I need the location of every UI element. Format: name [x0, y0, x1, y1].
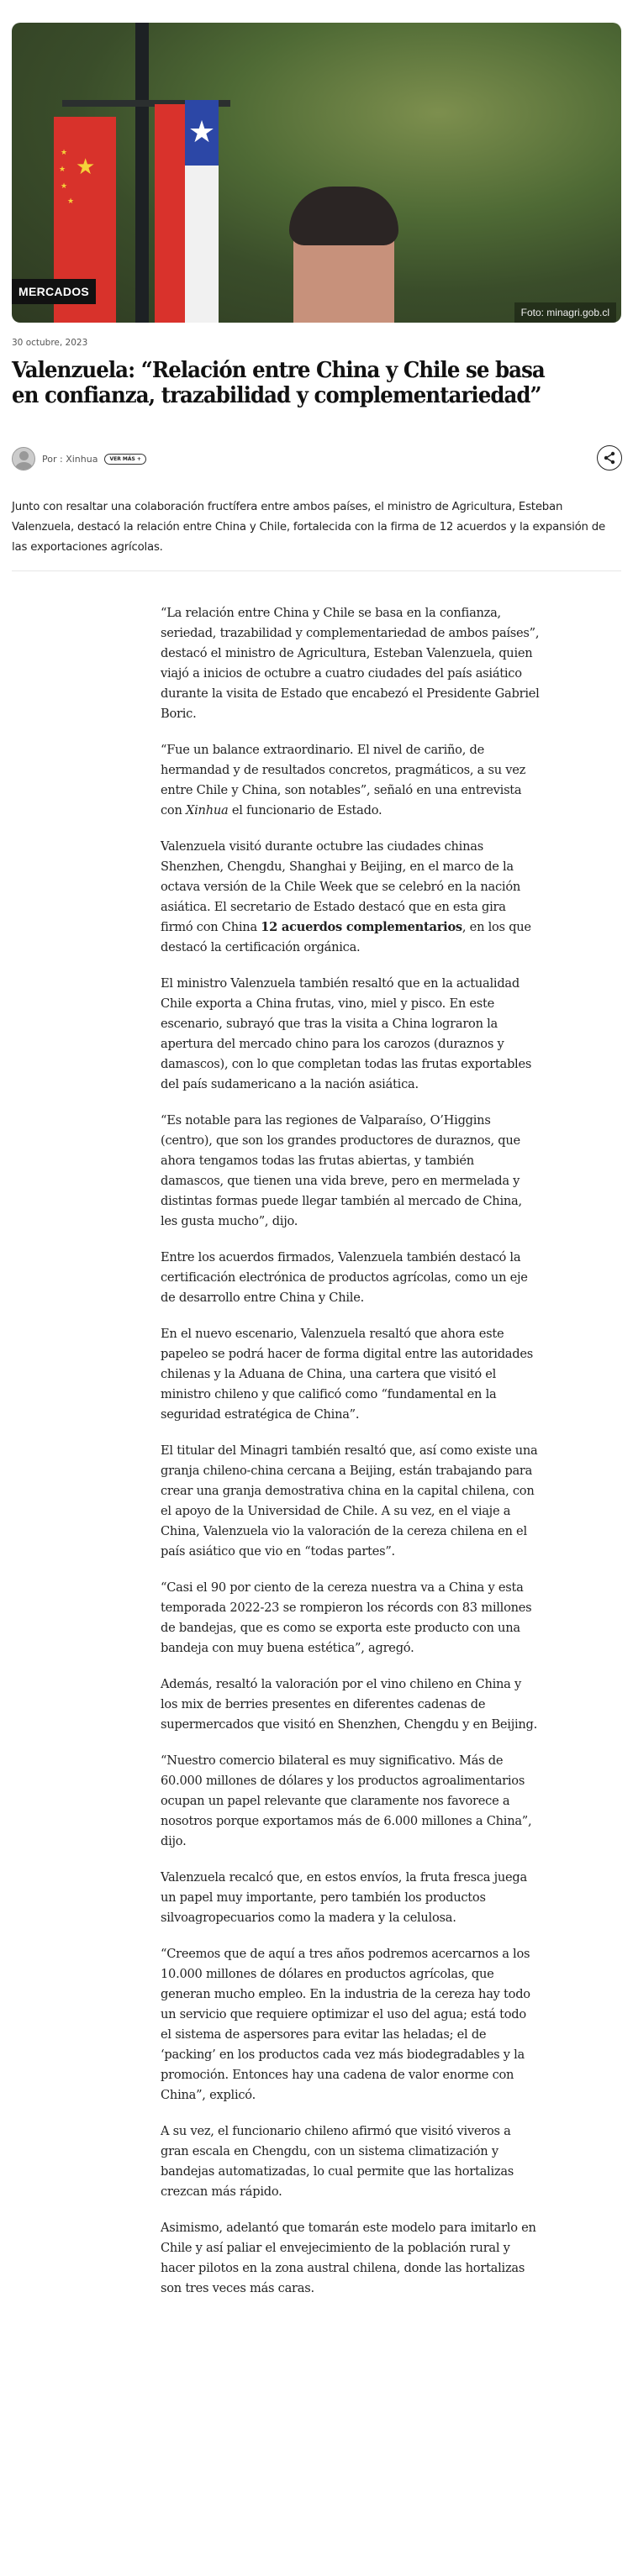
paragraph: A su vez, el funcionario chileno afirmó que visitó viveros a gran escala en Chengdu, con un sistema climatización y bandejas automatizadas, lo cual permite que las hortalizas crezcan más rápido.: [161, 2124, 514, 2199]
publish-date: 30 octubre, 2023: [12, 338, 88, 348]
paragraph: Entre los acuerdos firmados, Valenzuela también destacó la certificación electrónica de productos agrícolas, como un eje de desarrollo entre China y Chile.: [161, 1250, 528, 1305]
paragraph: “Casi el 90 por ciento de la cereza nuestra va a China y esta temporada 2022-23 se rompieron los récords con 83 millones de bandejas, que es como se exporta este producto con una bandeja con muy buena estética”, agregó.: [161, 1580, 532, 1655]
paragraph: El titular del Minagri también resaltó que, así como existe una granja chileno-china cercana a Beijing, están trabajando para crear una granja demostrativa china en la capital chilena, con el apoyo de la Universidad de Chile. A su vez, en el viaje a China, Valenzuela vio la valoración de la cereza chilena en el país asiático que vio en “todas partes”.: [161, 1443, 538, 1559]
flag-pole: [135, 23, 149, 323]
share-icon: [603, 451, 616, 465]
author-row: [12, 447, 146, 471]
avatar: [12, 447, 35, 471]
paragraph: “Fue un balance extraordinario. El nivel de cariño, de hermandad y de resultados concretos, pragmáticos, a su vez entre Chile y China, son notables”, señaló en una entrevista con Xinhua el funcionario de Estado.: [161, 743, 526, 817]
paragraph: Asimismo, adelantó que tomarán este modelo para imitarlo en Chile y así paliar el envejecimiento de la población rural y hacer pilotos en la zona austral chilena, donde las hortalizas son tres veces más caras.: [161, 2221, 536, 2295]
chile-flag: [155, 104, 185, 323]
article-title: Valenzuela: “Relación entre China y Chile se basa en confianza, trazabilidad y complementariedad”: [12, 358, 545, 408]
paragraph: En el nuevo escenario, Valenzuela resaltó que ahora este papeleo se podrá hacer de forma digital entre las autoridades chilenas y la Aduana de China, una cartera que visitó el ministro chileno y que calificó como “fundamental en la seguridad estratégica de China”.: [161, 1327, 533, 1422]
category-tag[interactable]: MERCADOS: [12, 279, 96, 304]
article-lead: Junto con resaltar una colaboración fructífera entre ambos países, el ministro de Agricultura, Esteban Valenzuela, destacó la relación entre China y Chile, fortalecida con la firma de 12 acuerdos y la expansión de las exportaciones agrícolas.: [12, 501, 605, 554]
paragraph: “Creemos que de aquí a tres años podremos acercarnos a los 10.000 millones de dólares en productos agrícolas, que generan mucho empleo. En la industria de la cereza hay todo un servicio que requiere optimizar el uso del agua; está todo el sistema de aspersores para evitar las heladas; el de ‘packing’ en los productos cada vez más biodegradables y la promoción. Entonces hay una cadena de valor enorme con China”, explicó.: [161, 1947, 530, 2102]
paragraph: Valenzuela recalcó que, en estos envíos, la fruta fresca juega un papel muy importante, pero también los productos silvoagropecuarios como la madera y la celulosa.: [161, 1870, 527, 1925]
share-button[interactable]: [597, 445, 622, 471]
bold-agreements: 12 acuerdos complementarios: [261, 920, 462, 934]
paragraph: El ministro Valenzuela también resaltó que en la actualidad Chile exporta a China frutas, vino, miel y pisco. En este escenario, subrayó que tras la visita a China lograron la apertura del mercado chino para los carozos (duraznos y damascos), con lo que completan todas las frutas exportables del país sudamericano a la nación asiática.: [161, 976, 532, 1091]
author-name[interactable]: Por : Xinhua: [42, 453, 98, 465]
paragraph: “Nuestro comercio bilateral es muy significativo. Más de 60.000 millones de dólares y los productos agroalimentarios ocupan un papel relevante que claramente nos favorece a nosotros porque exportamos más de 6.000 millones a China”, dijo.: [161, 1753, 532, 1848]
xinhua-italic: Xinhua: [186, 803, 229, 817]
hero-image: ★ ★ ★ ★ ★ ★ MERCADOS Foto: minagri.gob.cl: [12, 23, 621, 323]
paragraph: Además, resaltó la valoración por el vino chileno en China y los mix de berries presentes en diferentes cadenas de supermercados que visitó en Shenzhen, Chengdu y en Beijing.: [161, 1677, 538, 1732]
paragraph: “Es notable para las regiones de Valparaíso, O’Higgins (centro), que son los grandes productores de duraznos, que ahora tengamos todas las frutas abiertas, y también damascos, que tienen una vida breve, pero en mermelada y distintas formas puede llegar también al mercado de China, les gusta mucho”, dijo.: [161, 1113, 522, 1228]
china-flag: ★ ★ ★ ★ ★: [54, 117, 116, 323]
paragraph: Valenzuela visitó durante octubre las ciudades chinas Shenzhen, Chengdu, Shanghai y Beijing, en el marco de la octava versión de la Chile Week que se celebró en la nación asiática. El secretario de Estado destacó que en esta gira firmó con China 12 acuerdos complementarios, en los que destacó la certificación orgánica.: [161, 839, 531, 954]
photo-credit: Foto: minagri.gob.cl: [514, 302, 616, 323]
paragraph: “La relación entre China y Chile se basa en la confianza, seriedad, trazabilidad y complementariedad de ambos países”, destacó el ministro de Agricultura, Esteban Valenzuela, quien viajó a inicios de octubre a cuatro ciudades del país asiático durante la visita de Estado que encabezó el Presidente Gabriel Boric.: [161, 606, 540, 721]
article-body: [161, 603, 541, 2315]
divider: [12, 570, 621, 571]
ver-mas-button[interactable]: VER MÁS +: [104, 454, 146, 465]
